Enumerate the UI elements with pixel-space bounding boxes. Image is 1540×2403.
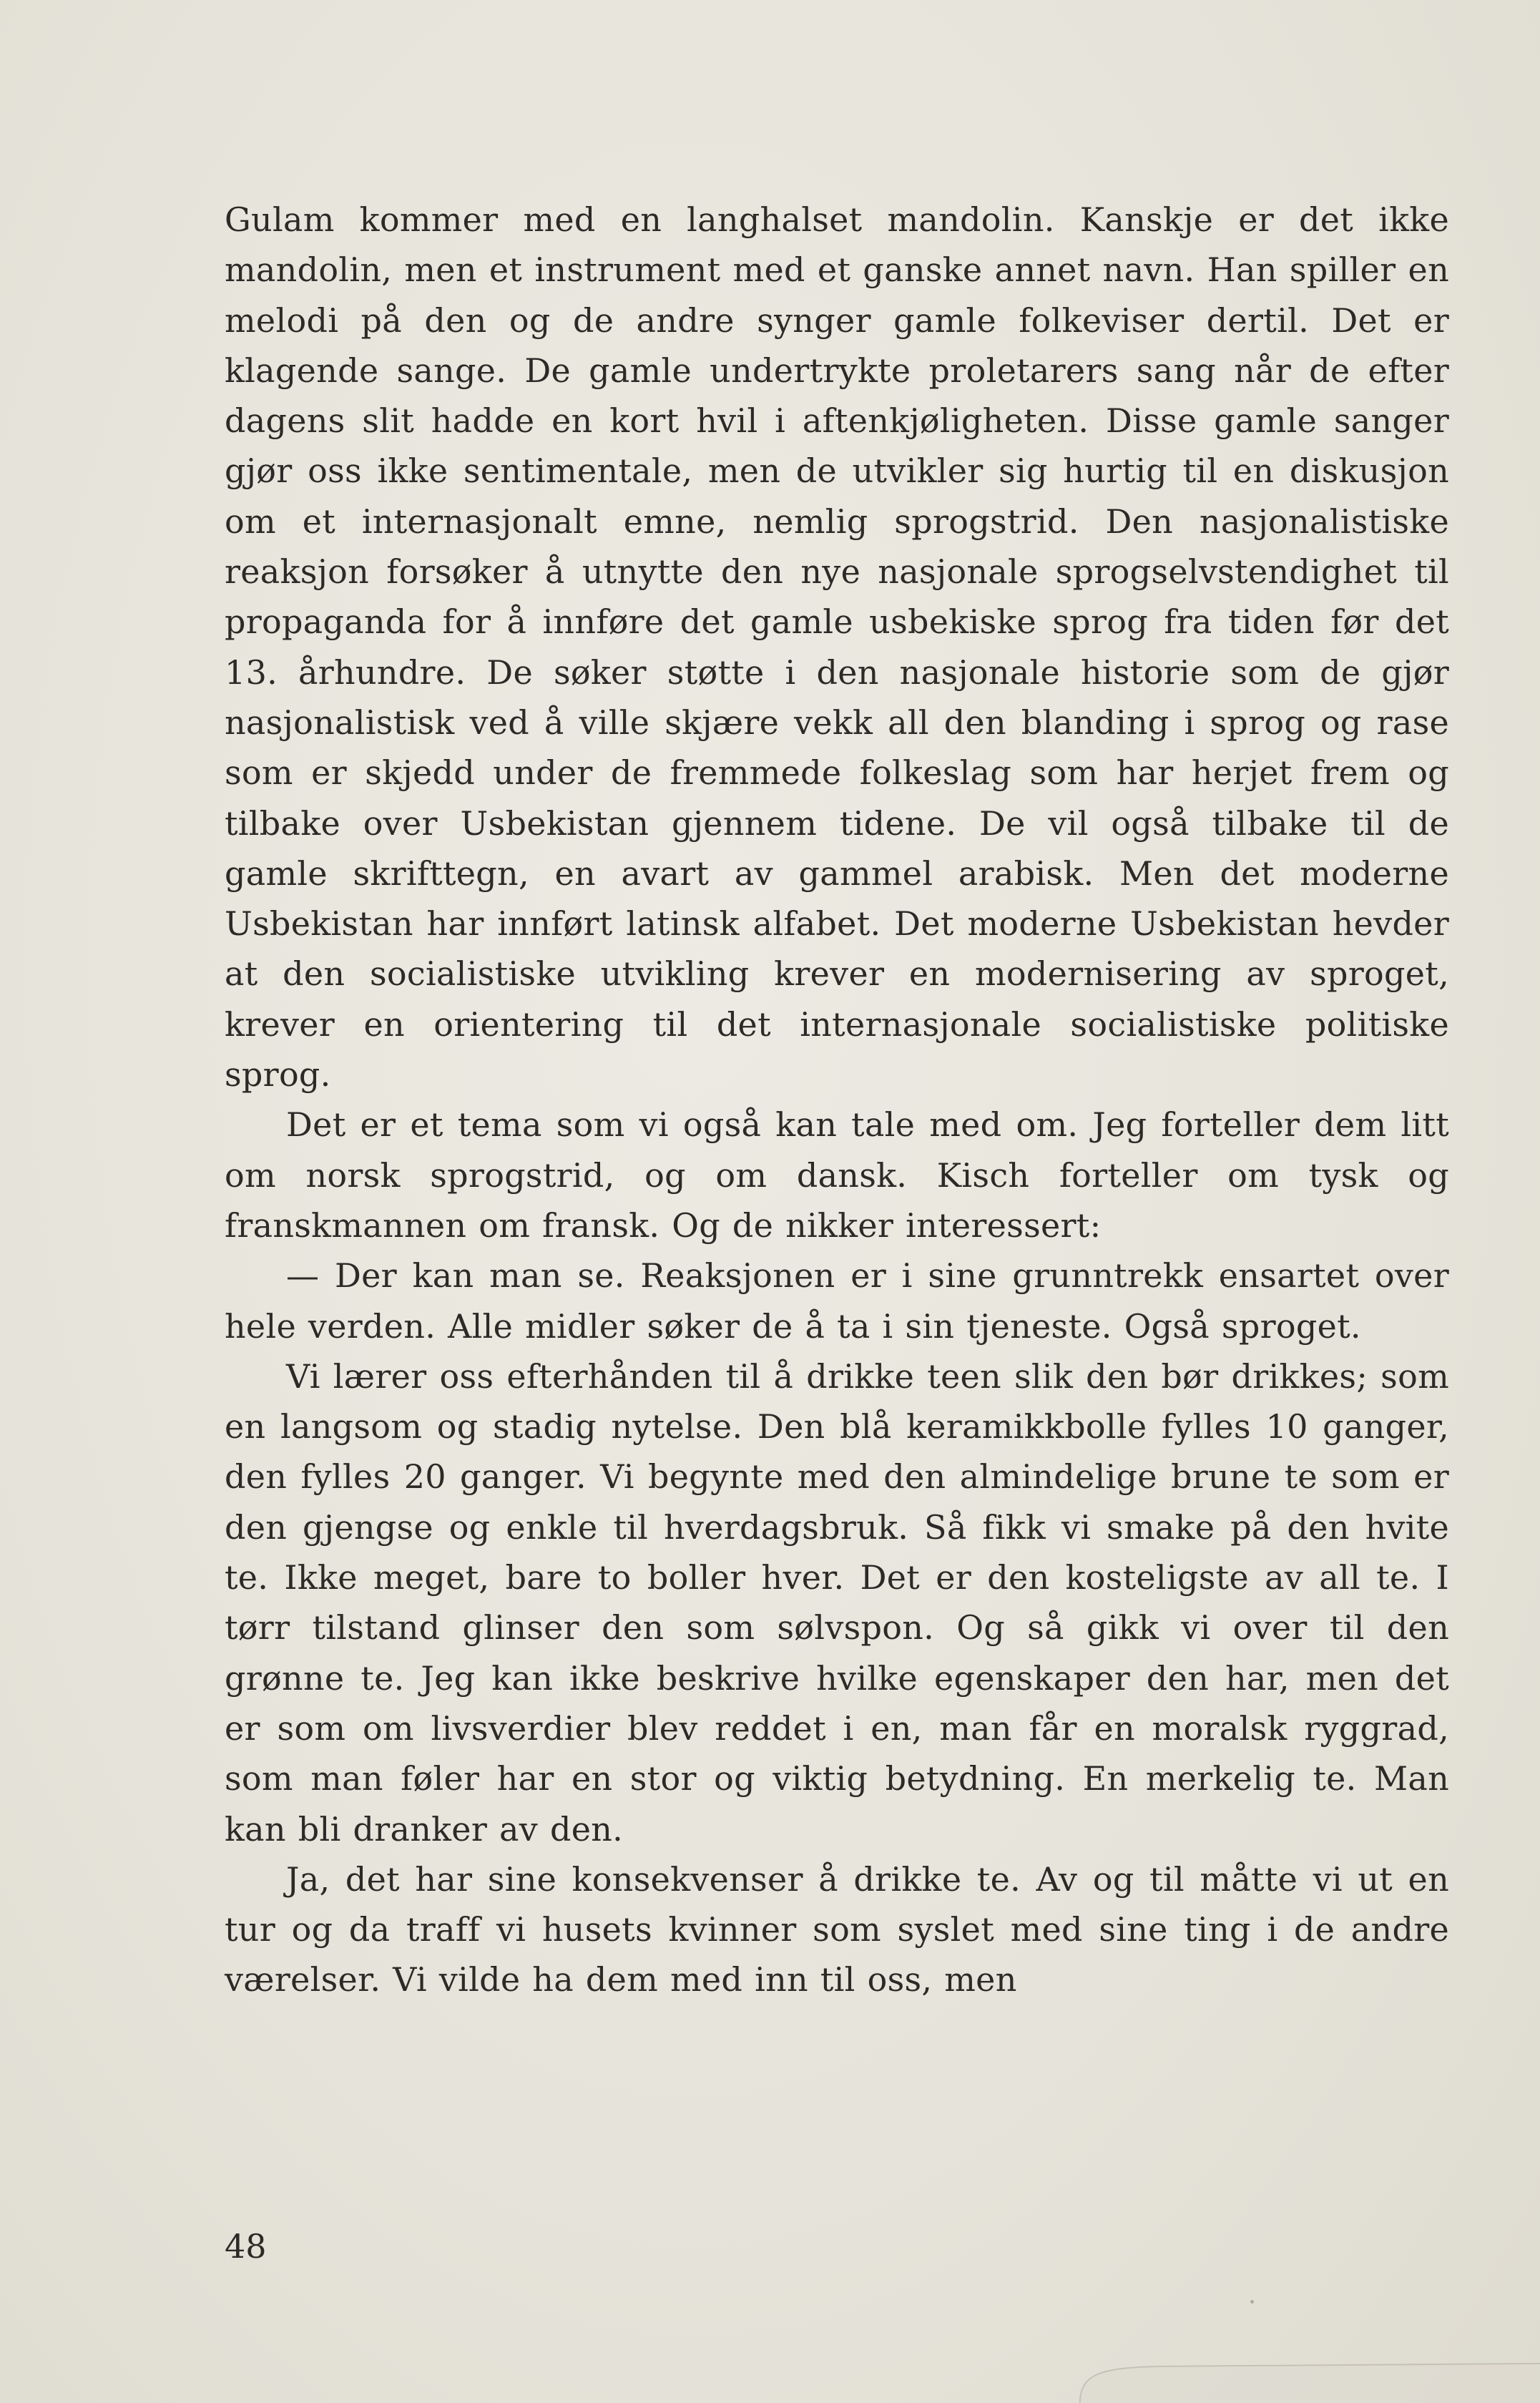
paragraph-3: — Der kan man se. Reaksjonen er i sine grunntrekk ensartet over hele verden. Alle midler søker de å ta i sin tjeneste. Også sproget.: [225, 1256, 1449, 1346]
paragraph-1: Gulam kommer med en langhalset mandolin. Kanskje er det ikke mandolin, men et instrument med et ganske annet navn. Han spiller en melodi på den og de andre synger gamle folkeviser dertil. Det er klagende sange. De gamle undertrykte proletarers sang når de efter dagens slit hadde en kort hvil i aftenkjøligheten. Disse gamle sanger gjør oss ikke sentimentale, men de utvikler sig hurtig til en diskusjon om et internasjonalt emne, nemlig sprogstrid. Den nasjonalistiske reaksjon forsøker å utnytte den nye nasjonale sprogselvstendighet til propaganda for å innføre det gamle usbekiske sprog fra tiden før det 13. århundre. De søker støtte i den nasjonale historie som de gjør nasjonalistisk ved å ville skjære vekk all den blanding i sprog og rase som er skjedd under de fremmede folkeslag som har herjet frem og tilbake over Usbekistan gjennem tidene. De vil også tilbake til de gamle skrifttegn, en avart av gammel arabisk. Men det moderne Usbekistan har innført latinsk alfabet. Det moderne Usbekistan hevder at den socialistiske utvikling krever en modernisering av sproget, krever en orientering til det internasjonale socialistiske politiske sprog.: [225, 200, 1449, 1095]
page-number: 48: [225, 2227, 267, 2266]
paragraph-5: Ja, det har sine konsekvenser å drikke te. Av og til måtte vi ut en tur og da traff vi husets kvinner som syslet med sine ting i de andre værelser. Vi vilde ha dem med inn til oss, men: [225, 1859, 1449, 2000]
paragraph-2: Det er et tema som vi også kan tale med om. Jeg forteller dem litt om norsk sprogstrid, og om dansk. Kisch forteller om tysk og franskmannen om fransk. Og de nikker interessert:: [225, 1105, 1449, 1245]
page-corner-curl: [1059, 2331, 1540, 2403]
body-text: [225, 195, 1449, 2005]
paper-speck: [1250, 2300, 1254, 2304]
paragraph-4: Vi lærer oss efterhånden til å drikke teen slik den bør drikkes; som en langsom og stadig nytelse. Den blå keramikkbolle fylles 10 ganger, den fylles 20 ganger. Vi begynte med den almindelige brune te som er den gjengse og enkle til hverdagsbruk. Så fikk vi smake på den hvite te. Ikke meget, bare to boller hver. Det er den kosteligste av all te. I tørr tilstand glinser den som sølvspon. Og så gikk vi over til den grønne te. Jeg kan ikke beskrive hvilke egenskaper den har, men det er som om livsverdier blev reddet i en, man får en moralsk ryggrad, som man føler har en stor og viktig betydning. En merkelig te. Man kan bli dranker av den.: [225, 1356, 1449, 1849]
